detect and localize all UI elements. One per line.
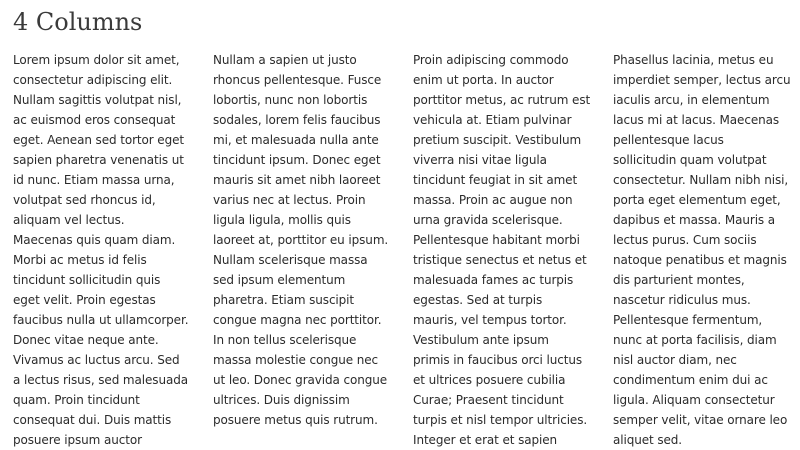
paragraph-line: sodales, lorem felis faucibus bbox=[213, 113, 381, 127]
paragraph-line: Pellentesque fermentum, bbox=[613, 313, 763, 327]
paragraph-line: Pellentesque habitant morbi bbox=[413, 233, 580, 247]
paragraph-line: consectetur adipiscing elit. bbox=[13, 73, 173, 87]
paragraph-line: viverra nisi vitae ligula bbox=[413, 153, 547, 167]
paragraph-line: ultrices. Duis dignissim bbox=[213, 393, 350, 407]
paragraph-line: Phasellus lacinia, metus eu bbox=[613, 53, 774, 67]
paragraph-line: volutpat sed rhoncus id, bbox=[13, 193, 156, 207]
text-column-4 bbox=[613, 50, 793, 450]
paragraph-line: Integer et erat et sapien bbox=[413, 433, 558, 447]
paragraph-line: aliquam vel lectus. bbox=[13, 213, 125, 227]
paragraph-line: varius nec at lectus. Proin bbox=[213, 193, 366, 207]
paragraph-line: porta eget elementum eget, bbox=[613, 193, 781, 207]
paragraph-line: consequat dui. Duis mattis bbox=[13, 413, 172, 427]
paragraph-line: sapien pharetra venenatis ut bbox=[13, 153, 184, 167]
paragraph-line: dapibus et massa. Mauris a bbox=[613, 213, 776, 227]
paragraph-line: lacus mi at lacus. Maecenas bbox=[613, 113, 780, 127]
paragraph-line: mauris sit amet nibh laoreet bbox=[213, 173, 381, 187]
text-column-3 bbox=[413, 50, 593, 450]
paragraph-line: natoque penatibus et magnis bbox=[613, 253, 787, 267]
paragraph-line: Donec vitae neque ante. bbox=[13, 333, 159, 347]
paragraph-line: posuere ipsum auctor bbox=[13, 433, 142, 447]
paragraph-line: tincidunt feugiat in sit amet bbox=[413, 173, 578, 187]
paragraph-line: pretium suscipit. Vestibulum bbox=[413, 133, 582, 147]
paragraph-line: nisl auctor diam, nec bbox=[613, 353, 737, 367]
paragraph-line: Maecenas quis quam diam. bbox=[13, 233, 176, 247]
paragraph-line: congue magna nec porttitor. bbox=[213, 313, 382, 327]
paragraph-line: porttitor metus, ac rutrum est bbox=[413, 93, 591, 107]
paragraph-line: posuere metus quis rutrum. bbox=[213, 413, 378, 427]
paragraph-line: pharetra. Etiam suscipit bbox=[213, 293, 355, 307]
paragraph-line: nascetur ridiculus mus. bbox=[613, 293, 751, 307]
paragraph-line: lobortis, nunc non lobortis bbox=[213, 93, 368, 107]
paragraph-line: consectetur. Nullam nibh nisi, bbox=[613, 173, 789, 187]
paragraph-line: imperdiet semper, lectus arcu bbox=[613, 73, 791, 87]
paragraph-line: ligula. Aliquam consectetur bbox=[613, 393, 775, 407]
paragraph-line: mi, et malesuada nulla ante bbox=[213, 133, 379, 147]
paragraph-line: id nunc. Etiam massa urna, bbox=[13, 173, 175, 187]
paragraph-line: In non tellus scelerisque bbox=[213, 333, 357, 347]
paragraph-line: semper velit, vitae ornare leo bbox=[613, 413, 788, 427]
paragraph-line: tincidunt ipsum. Donec eget bbox=[213, 153, 381, 167]
paragraph-line: sed ipsum elementum bbox=[213, 273, 346, 287]
paragraph-line: Proin adipiscing commodo bbox=[413, 53, 569, 67]
paragraph-line: Morbi ac metus id felis bbox=[13, 253, 147, 267]
paragraph-line: a lectus risus, sed malesuada bbox=[13, 373, 188, 387]
paragraph-line: tincidunt sollicitudin quis bbox=[13, 273, 161, 287]
paragraph-line: ac euismod eros consequat bbox=[13, 113, 176, 127]
page-title: 4 Columns bbox=[13, 8, 143, 36]
paragraph-line: Lorem ipsum dolor sit amet, bbox=[13, 53, 180, 67]
paragraph-line: nunc at porta facilisis, diam bbox=[613, 333, 777, 347]
text-column-2 bbox=[213, 50, 393, 430]
paragraph-line: primis in faucibus orci luctus bbox=[413, 353, 582, 367]
paragraph-line: massa molestie congue nec bbox=[213, 353, 379, 367]
paragraph-line: malesuada fames ac turpis bbox=[413, 273, 574, 287]
paragraph-line: rhoncus pellentesque. Fusce bbox=[213, 73, 382, 87]
paragraph-line: enim ut porta. In auctor bbox=[413, 73, 554, 87]
paragraph-line: condimentum enim dui ac bbox=[613, 373, 768, 387]
paragraph-line: ligula ligula, mollis quis bbox=[213, 213, 351, 227]
paragraph-line: massa. Proin ac augue non bbox=[413, 193, 573, 207]
paragraph-line: Nullam sagittis volutpat nisl, bbox=[13, 93, 182, 107]
paragraph-line: turpis et nisl tempor ultricies. bbox=[413, 413, 588, 427]
paragraph-line: egestas. Sed at turpis bbox=[413, 293, 543, 307]
text-column-1 bbox=[13, 50, 193, 450]
paragraph-line: eget. Aenean sed tortor eget bbox=[13, 133, 184, 147]
paragraph-line: lectus purus. Cum sociis bbox=[613, 233, 757, 247]
paragraph-line: Nullam a sapien ut justo bbox=[213, 53, 357, 67]
paragraph-line: vehicula at. Etiam pulvinar bbox=[413, 113, 572, 127]
paragraph-line: dis parturient montes, bbox=[613, 273, 745, 287]
paragraph-line: et ultrices posuere cubilia bbox=[413, 373, 566, 387]
paragraph-line: mauris, vel tempus tortor. bbox=[413, 313, 567, 327]
paragraph-line: ut leo. Donec gravida congue bbox=[213, 373, 388, 387]
paragraph-line: tristique senectus et netus et bbox=[413, 253, 587, 267]
paragraph-line: iaculis arcu, in elementum bbox=[613, 93, 770, 107]
paragraph-line: pellentesque lacus bbox=[613, 133, 724, 147]
paragraph-line: aliquet sed. bbox=[613, 433, 683, 447]
paragraph-line: quam. Proin tincidunt bbox=[13, 393, 140, 407]
paragraph-line: urna gravida scelerisque. bbox=[413, 213, 563, 227]
paragraph-line: sollicitudin quam volutpat bbox=[613, 153, 767, 167]
paragraph-line: eget velit. Proin egestas bbox=[13, 293, 156, 307]
paragraph-line: Vestibulum ante ipsum bbox=[413, 333, 549, 347]
paragraph-line: laoreet at, porttitor eu ipsum. bbox=[213, 233, 389, 247]
paragraph-line: Nullam scelerisque massa bbox=[213, 253, 368, 267]
paragraph-line: faucibus nulla ut ullamcorper. bbox=[13, 313, 189, 327]
paragraph-line: Curae; Praesent tincidunt bbox=[413, 393, 564, 407]
paragraph-line: Vivamus ac luctus arcu. Sed bbox=[13, 353, 180, 367]
